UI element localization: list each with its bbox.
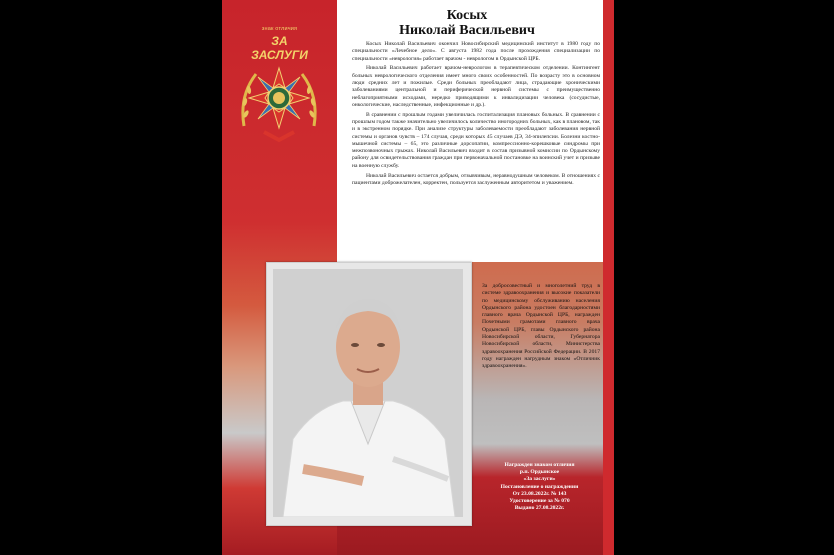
bio-paragraph: Николай Васильевич остается добрым, отзывчивым, неравнодушным человеком. В отношениях с пациентами доброжелателен, корректен, пользуется заслуженным авторитетом и уважением. xyxy=(352,172,600,186)
surname: Косых xyxy=(446,8,488,23)
award-line: Удостоверение за № 070 xyxy=(509,498,570,505)
bio-paragraph: Косых Николай Васильевич окончил Новосибирский медицинский институт в 1980 году по специальности «Лечебное дело». С августа 1982 года после прохождения специализации по специальности «неврология» работает врачом - неврологом в Ордынской ЦРБ. xyxy=(352,41,600,62)
award-line: От 23.08.2022г. № 143 xyxy=(512,490,567,497)
award-info xyxy=(467,462,612,512)
medal-emblem-icon xyxy=(234,56,324,146)
portrait-frame xyxy=(266,262,472,526)
award-line: Награжден знаком отличия xyxy=(504,462,575,468)
doctor-portrait-icon xyxy=(273,269,463,517)
bio-paragraph: Николай Васильевич работает врачом-неврологом в терапевтическом отделении. Контингент больных неврологического отделения имеет много своих особенностей. По возрасту это в основном люди средних лет и пожилые. Среди больных преобладают лица, страдающие хроническими заболеваниями центральной и периферической нервной системы с преимущественно неблагоприятными исходами, нередко приводящими к инвалидизации человека (сосудистые, онкологические, наследственные, инфекционные и др.). xyxy=(352,65,600,108)
award-line: Постановление о награждении xyxy=(500,483,579,490)
award-line: р.п. Ордынское xyxy=(519,469,560,476)
badge-small-text: знак отличия xyxy=(261,26,298,32)
honor-board-page xyxy=(222,0,614,555)
award-line: «За заслуги» xyxy=(523,476,556,483)
person-name-heading xyxy=(362,8,572,38)
given-name: Николай Васильевич xyxy=(399,23,535,38)
portrait-photo xyxy=(273,269,463,517)
merits-text: За добросовестный и многолетний труд в системе здравоохранения и высокие показатели по медицинскому обслуживанию населения Ордынского района удостоен благодарностями главного врача Ордынской ЦРБ, награжден Почетными грамотами главного врача Ордынской ЦРБ, главы Ордынского района Новосибирской области, Губернатора Новосибирской области, Министерства здравоохранения Российской Федерации. В 2017 году награжден нагрудным знаком «Отличник здравоохранения». xyxy=(482,283,600,370)
award-line: Выдано 27.08.2022г. xyxy=(514,505,565,512)
badge-big-text: ЗА ЗАСЛУГИ xyxy=(251,34,308,62)
biography-text xyxy=(352,41,600,190)
bio-paragraph: В сравнении с прошлым годами увеличилась госпитализация плановых больных. В сравнении с прошлым годом также значительно увеличилось количество иногородних больных, как в плановом, так и в экстренном порядке. При анализе структуры заболеваемости преобладают заболевания нервной системы и органов чувств – 174 случая, среди которых 45 случаев ДЭ, 34-эпилепсии. Болезни костно-мышечной системы – 65, это различные дорсопатии, компрессионно-корешковые синдромы при межпозвоночных грыжах. Николай Васильевич входит в состав призывной комиссии по Ордынскому району для освидетельствования граждан при первоначальной постановке на воинский учет и призыве на военную службу. xyxy=(352,111,600,169)
